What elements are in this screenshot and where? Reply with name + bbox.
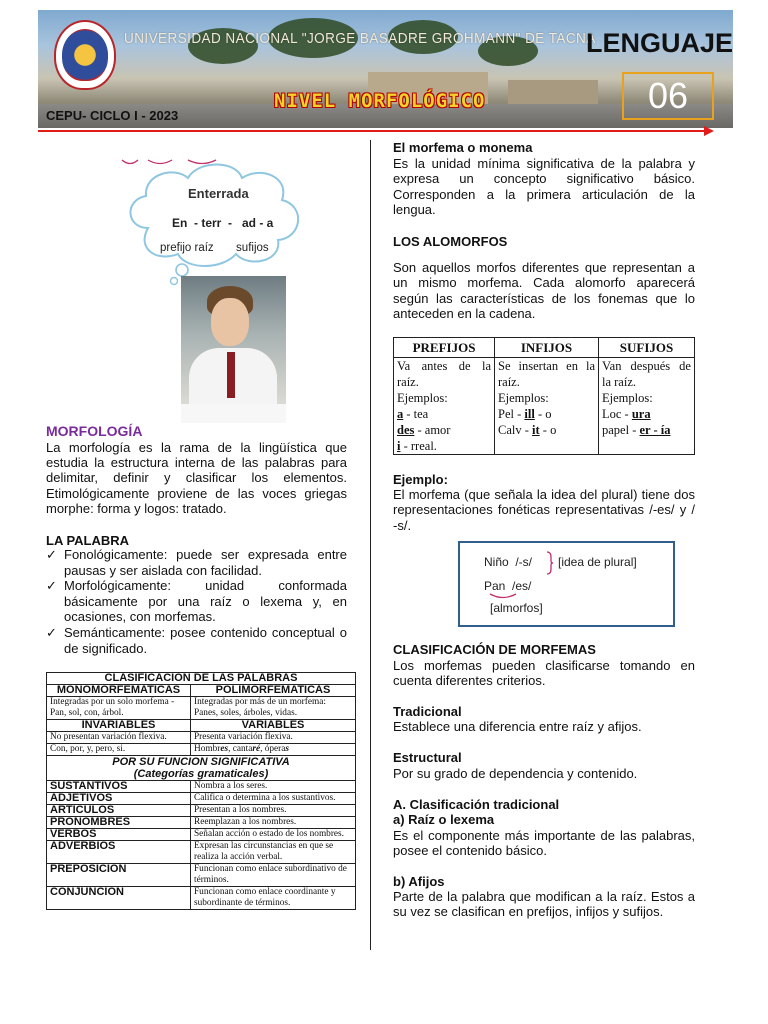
list-item: ✓ Fonológicamente: puede ser expresada entre pausas y ser aislada con facilidad. [46,547,347,578]
university-name: UNIVERSIDAD NACIONAL "JORGE BASADRE GROHMANN" DE TACNA [124,30,596,47]
palabra-list [46,547,347,656]
brace-icon [488,593,518,601]
cycle-label: CEPU- CICLO I - 2023 [46,108,179,123]
table-row: ADJETIVOS Califica o determina a los sustantivos. [47,793,356,805]
column-header: INFIJOS [495,338,599,358]
checkmark-icon: ✓ [46,578,57,594]
clasificacion-text: Los morfemas pueden clasificarse tomando en cuenta diferentes criterios. [393,658,695,689]
table-cell: Van después de la raíz. Ejemplos: Loc - ura papel - er - ía [599,358,695,455]
raiz-text: Es el componente más importante de las palabras, posee el contenido básico. [393,828,695,859]
level-title: NIVEL MORFOLÓGICO [274,90,486,112]
cloud-labels: prefijo raíz sufijos [160,242,269,254]
table-title: CLASIFICACION DE LAS PALABRAS [47,673,356,685]
classification-table [46,672,356,910]
alomorfos-label: [almorfos] [490,601,543,615]
palabra-title: LA PALABRA [46,533,130,548]
brace-icon [546,551,554,575]
brace-marks [118,158,228,168]
unit-number: 06 [622,72,714,120]
morfologia-text: La morfología es la rama de la lingüística que estudia la estructura interna de las palabras para delimitar, definir y clasificar los elementos. Etimológicamente proviene de las voces griegas morphe: forma y logos: tratado. [46,440,347,516]
checkmark-icon: ✓ [46,624,57,640]
table-row: SUSTANTIVOS Nombra a los seres. [47,781,356,793]
ejemplo-text: El morfema (que señala la idea del plural) tiene dos representaciones fonéticas representativas /-es/ y / -s/. [393,487,695,533]
list-item: ✓ Semánticamente: posee contenido conceptual o de significado. [46,624,347,656]
table-cell: Integradas por más de un morfema: Panes, soles, árboles, vidas. [191,697,356,720]
alomorfos-title: LOS ALOMORFOS [393,234,508,249]
list-item: ✓ Morfológicamente: unidad conformada básicamente por una raíz o lexema y, en ocasiones, con morfemas. [46,578,347,625]
clasificacion-tradicional-title: A. Clasificación tradicional [393,797,560,812]
thought-cloud [118,158,308,286]
clasificacion-title: CLASIFICACIÓN DE MORFEMAS [393,642,596,657]
table-row: PREPOSICION Funcionan como enlace subordinativo de términos. [47,864,356,887]
morfologia-title: MORFOLOGÍA [46,423,143,439]
student-photo [181,276,286,423]
column-header: POLIMORFEMATICAS [191,685,356,697]
afijos-text: Parte de la palabra que modifican a la raíz. Estos a su vez se clasifican en prefijos, infijos y sufijos. [393,889,695,920]
table-row: CONJUNCION Funcionan como enlace coordinante y subordinante de términos. [47,887,356,910]
table-cell: Va antes de la raíz. Ejemplos: a - tea des - amor i - rreal. [394,358,495,455]
estructural-text: Por su grado de dependencia y contenido. [393,766,638,781]
function-title: POR SU FUNCION SIGNIFICATIVA [47,756,356,769]
course-title: LENGUAJE [586,28,733,58]
cloud-parts: En - terr - ad - a [172,216,274,230]
checkmark-icon: ✓ [46,547,57,562]
tradicional-title: Tradicional [393,704,462,719]
table-row: PRONOMBRES Reemplazan a los nombres. [47,817,356,829]
header-rule [38,130,708,132]
column-header: MONOMORFEMATICAS [47,685,191,697]
table-row: VERBOS Señalan acción o estado de los nombres. [47,829,356,841]
column-header: VARIABLES [191,720,356,732]
afijos-title: b) Afijos [393,874,445,889]
column-header: SUFIJOS [599,338,695,358]
morfema-title: El morfema o monema [393,140,533,155]
column-divider [370,140,371,950]
function-subtitle: (Categorías gramaticales) [47,768,356,781]
arrow-icon [704,126,714,136]
column-header: INVARIABLES [47,720,191,732]
plural-line: Pan /es/ [484,579,532,593]
affix-table [393,337,695,455]
alomorfos-text: Son aquellos morfos diferentes que representan a un mismo morfema. Cada alomorfo aparecerá según las características de los fonemas que lo anteceden en la cadena. [393,260,695,322]
table-cell: Con, por, y, pero, si. [47,744,191,756]
ejemplo-title: Ejemplo: [393,472,448,487]
table-cell: No presentan variación flexiva. [47,732,191,744]
plural-line: Niño /-s/ [484,555,533,569]
table-cell: Presenta variación flexiva. [191,732,356,744]
raiz-title: a) Raíz o lexema [393,812,495,827]
university-logo [54,20,116,90]
table-row: ARTICULOS Presentan a los nombres. [47,805,356,817]
table-cell: Integradas por un solo morfema - Pan, sol, con, árbol. [47,697,191,720]
column-header: PREFIJOS [394,338,495,358]
estructural-title: Estructural [393,750,462,765]
morfema-text: Es la unidad mínima significativa de la palabra y expresa un concepto significativo básico. Corresponden a la primera articulación de la lengua. [393,156,695,218]
cloud-word: Enterrada [188,186,249,201]
table-cell: Hombres, cantaré, óperas [191,744,356,756]
table-cell: Se insertan en la raíz. Ejemplos: Pel - ill - o Calv - it - o [495,358,599,455]
plural-meaning: [idea de plural] [558,555,637,569]
table-row: ADVERBIOS Expresan las circunstancias en que se realiza la acción verbal. [47,841,356,864]
plural-example-box [458,541,675,627]
tradicional-text: Establece una diferencia entre raíz y afijos. [393,719,642,734]
